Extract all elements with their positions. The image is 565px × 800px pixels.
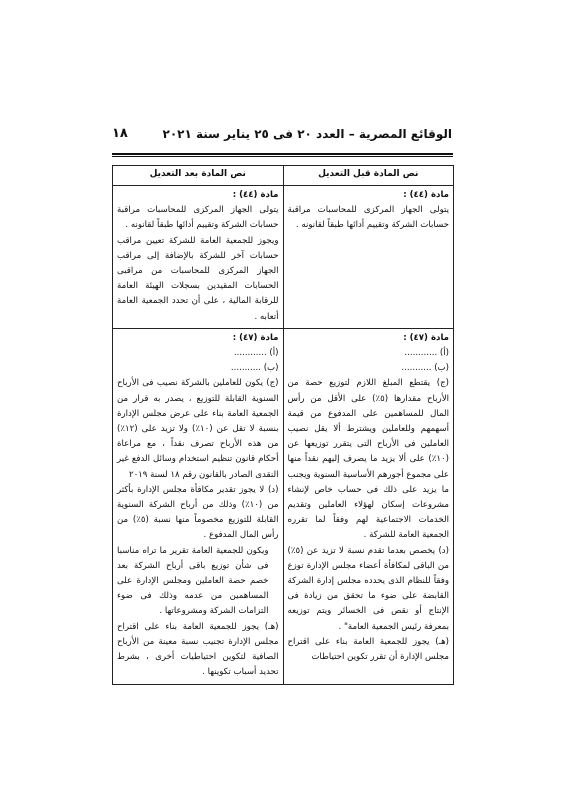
article-44-before <box>283 186 454 329</box>
article-text: يتولى الجهاز المركزى للمحاسبات مراقبة حسابات الشركة وتقييم أدائها طبقاً لقانونه . <box>117 205 279 231</box>
clause-a: (أ) ............ <box>233 348 279 359</box>
amendment-comparison-table <box>112 165 454 685</box>
clause-b: (ب) ........... <box>401 363 449 374</box>
page-header <box>112 126 452 148</box>
clause-a: (أ) ............ <box>404 348 449 359</box>
header-rule <box>112 153 453 155</box>
article-47-before <box>283 328 454 684</box>
article-heading: مادة (٤٤) : <box>232 190 279 200</box>
article-heading: مادة (٤٧) : <box>403 332 449 343</box>
table-row <box>113 328 454 684</box>
gazette-title: الوقائع المصرية – العدد ٢٠ فى ٢٥ يناير سنة ٢٠٢١ <box>162 127 452 141</box>
article-heading: مادة (٤٤) : <box>403 190 449 200</box>
article-47-after <box>113 328 284 684</box>
table-row <box>113 186 454 329</box>
header-rule-thin <box>112 156 453 157</box>
clause-c: (ج) يكون للعاملين بالشركة نصيب فى الأرباح السنوية القابلة للتوزيع ، يصدر به قرار من الجمعية العامة بناء على عرض مجلس الإدارة بنسبة لا تقل عن (١٠٪) ولا تزيد على (١٢٪) من هذه الأرباح تصرف نقداً ، مع مراعاة أحكام قانون تنظيم استخدام وسائل الدفع غير النقدى الصادر بالقانون رقم ١٨ لسنة ٢٠١٩ <box>117 378 279 480</box>
article-heading: مادة (٤٧) : <box>232 332 279 343</box>
clause-b: (ب) ........... <box>230 363 279 374</box>
column-header-after: نص المادة بعد التعديل <box>113 166 284 186</box>
clause-e: (هـ) يجوز للجمعية العامة بناء على اقتراح مجلس الإدارة تجنيب نسبة معينة من الأرباح الصافية لتكوين احتياطيات أخرى ، بشرط تحديد أسباب تكوينها . <box>117 621 279 678</box>
article-text: ويجوز للجمعية العامة للشركة تعيين مراقب حسابات آخر للشركة بالإضافة إلى مراقب الجهاز المركزى للمحاسبات من مراقبى الحسابات المقيدين بسجلات الهيئة العامة للرقابة المالية ، على أن تحدد الجمعية العامة أتعابه . <box>117 235 279 322</box>
table-header-row <box>113 166 454 186</box>
clause-d: (د) لا يجوز تقدير مكافأة مجلس الإدارة بأكثر من (١٠٪) وذلك من أرباح الشركة السنوية القابلة للتوزيع مخصوماً منها نسبة (٥٪) من رأس المال المدفوع . <box>117 484 279 541</box>
article-text: يتولى الجهاز المركزى للمحاسبات مراقبة حسابات الشركة وتقييم أدائها طبقاً لقانونه . <box>287 205 449 231</box>
column-header-before: نص المادة قبل التعديل <box>283 166 454 186</box>
clause-e: (هـ) يجوز للجمعية العامة بناء على اقتراح مجلس الإدارة أن تقرر تكوين احتياطات <box>287 636 449 663</box>
clause-d: (د) يخصص بعدما تقدم نسبة لا تزيد عن (٥٪) من الباقى لمكافأة أعضاء مجلس الإدارة توزع وفقاً للنظام الذى يحدده مجلس إدارة الشركة القابضة على ضوء ما تحقق من زيادة فى الإنتاج أو نقص فى الخسائر ويتم توزيعه بمعرفة رئيس الجمعية العامة" . <box>287 545 449 632</box>
page-number: ١٨ <box>112 126 128 141</box>
article-44-after <box>113 186 284 329</box>
clause-c: (ج) يقتطع المبلغ اللازم لتوزيع حصة من الأرباح مقدارها (٥٪) على الأقل من رأس المال للمساهمين على المدفوع من قيمة أسهمهم وللعاملين ويشترط ألا يقل نصيب العاملين فى الأرباح التى يتقرر توزيعها عن (١٠٪) على ألا يزيد ما يصرف إليهم نقداً منها على مجموع أجورهم الأساسية السنوية ويجنب ما يزيد على ذلك فى حساب خاص لإنشاء مشروعات إسكان لهؤلاء العاملين وتقديم الخدمات الاجتماعية لهم وفقاً لما تقرره الجمعية العامة للشركة . <box>287 378 449 541</box>
clause-d-continued: ويكون للجمعية العامة تقرير ما تراه مناسبا فى شأن توزيع باقى أرباح الشركة بعد خصم حصة العاملين ومجلس الإدارة على المساهمين من عدمه وذلك فى ضوء التزامات الشركة ومشروعاتها . <box>117 545 269 617</box>
